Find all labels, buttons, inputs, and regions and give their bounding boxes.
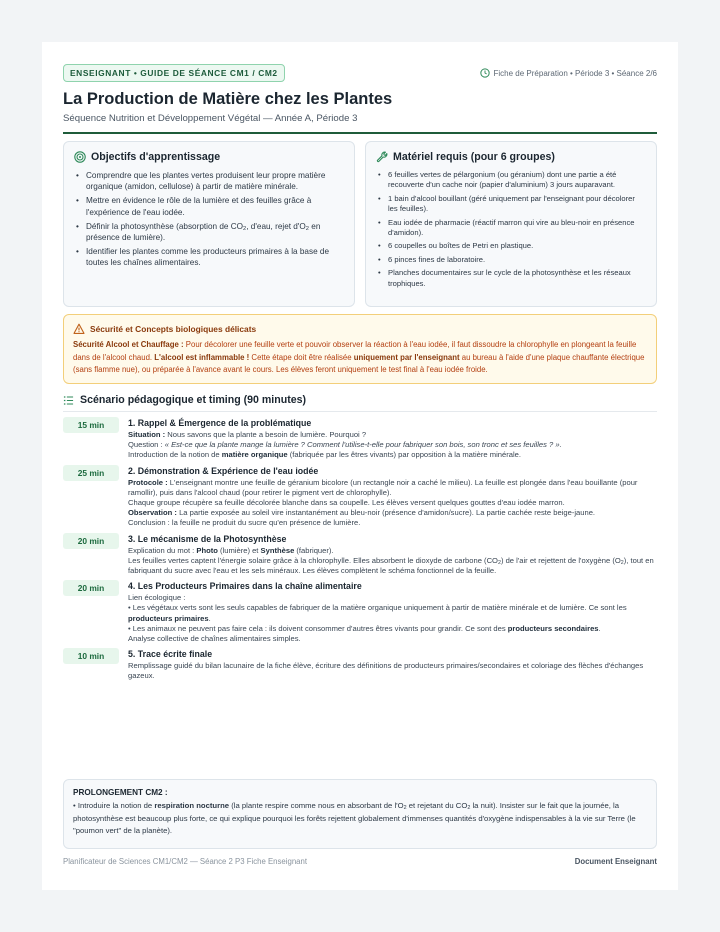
text-span: (lumière) et — [217, 545, 261, 555]
step-title: 4. Les Producteurs Primaires dans la chaîne alimentaire — [128, 581, 362, 592]
keyword: respiration nocturne — [154, 801, 230, 810]
keyword: Photo — [196, 545, 218, 555]
step-line — [128, 603, 657, 623]
materials-list — [376, 170, 646, 289]
text-span: Les feuilles vertes captent l'énergie solaire grâce à la chlorophylle. Elles absorbent le dioxyde de carbone (CO — [128, 555, 498, 565]
text-span: , d'eau, rejet d'O — [246, 221, 306, 231]
step-body — [128, 648, 657, 681]
text-span: La partie exposée au soleil vire instantanément au bleu-noir (présence d'amidon/sucre). La partie cachée reste beige-jaune. — [176, 508, 596, 518]
safety-title: Sécurité et Concepts biologiques délicats — [90, 324, 257, 334]
text-span: Introduction de la notion de — [128, 450, 222, 460]
top-bar — [63, 64, 657, 82]
role-badge: ENSEIGNANT • GUIDE DE SÉANCE CM1 / CM2 — [63, 64, 285, 82]
text-span: en présence de lumière). — [86, 221, 321, 243]
text-span: • Les animaux ne peuvent pas faire cela : ils doivent consommer d'autres êtres vivants pour grandir. Ce sont des — [128, 623, 508, 633]
step-body — [128, 533, 657, 577]
step-1 — [63, 417, 657, 461]
text-span: Explication du mot : — [128, 545, 197, 555]
page-title: La Production de Matière chez les Plantes — [63, 90, 393, 108]
objectives-header — [74, 151, 344, 163]
list-item — [74, 221, 344, 243]
text-span: ) de l'air et rejettent de l'oxygène (O — [500, 555, 621, 565]
step-line — [128, 440, 657, 450]
list-item: • 6 coupelles ou boîtes de Petri en plastique. — [376, 241, 646, 251]
step-5 — [63, 648, 657, 681]
text-span: . — [208, 613, 211, 623]
page — [42, 42, 678, 890]
step-body — [128, 417, 657, 461]
materials-title: Matériel requis (pour 6 groupes) — [393, 151, 555, 163]
materials-header — [376, 151, 646, 163]
title-divider — [63, 132, 657, 134]
objectives-card — [63, 141, 355, 307]
subscript: 2 — [497, 559, 501, 566]
text-span: (fabriquée par les êtres vivants) par opposition à la matière minérale. — [287, 450, 521, 460]
extension-box — [63, 779, 657, 849]
step-title: 2. Démonstration & Expérience de l'eau iodée — [128, 465, 319, 476]
list-item: • Comprendre que les plantes vertes produisent leur propre matière organique (amidon, cellulose) à partir de matière minérale. — [74, 170, 344, 192]
subscript: 2 — [403, 805, 407, 811]
list-item: • 6 pinces fines de laboratoire. — [376, 255, 646, 265]
text-span: Définir la photosynthèse (absorption de CO — [86, 221, 244, 231]
list-item: • Mettre en évidence le rôle de la lumière et des feuilles grâce à l'expérience de l'eau iodée. — [74, 195, 344, 217]
text-span: au bureau à l'aide d'une plaque chauffante électrique (sans flamme nue), ou préparée à l'avance avant le cours. Les élèves feront uniquement le test final à l'eau iodée froide. — [73, 352, 645, 375]
subscript: 2 — [620, 559, 624, 566]
safety-emphasis: uniquement par l'enseignant — [353, 352, 460, 362]
extension-text — [73, 800, 647, 838]
step-title: 5. Trace écrite finale — [128, 649, 213, 660]
text-span: Nous savons que la plante a besoin de lumière. Pourquoi ? — [165, 430, 367, 439]
text-span: . — [598, 623, 601, 633]
step-line — [128, 556, 657, 576]
line-label: Question : — [128, 440, 165, 450]
text-span: L'enseignant montre une feuille de géranium bicolore (un rectangle noir a caché le milieu). La feuille est plongée dans l'eau bouillante (pour ramollir), puis dans l'alcool chaud (pour retirer le pigment vert de chlorophylle). — [128, 477, 638, 497]
step-title: 1. Rappel & Émergence de la problématique — [128, 418, 312, 428]
step-3 — [63, 533, 657, 577]
step-line — [128, 546, 657, 556]
safety-emphasis: L'alcool est inflammable ! — [154, 352, 250, 362]
subscript: 2 — [243, 225, 247, 232]
step-line: Lien écologique : — [128, 593, 186, 603]
line-label: Observation : — [128, 508, 177, 518]
text-span: la nuit). Insister sur le fait que la journée, la photosynthèse est beaucoup plus forte, ce qui explique pourquoi les forêts rejettent globalement d'immenses quantités d'oxygène indispensables à la vie sur Terre (le "poumon vert" de la planète). — [73, 801, 636, 836]
list-item: • Planches documentaires sur le cycle de la photosynthèse et les réseaux trophiques. — [376, 268, 646, 289]
extension-title: PROLONGEMENT CM2 : — [73, 788, 168, 797]
duration-badge: 25 min — [63, 465, 119, 481]
session-meta — [480, 68, 657, 78]
wrench-icon — [376, 151, 388, 163]
keyword: producteurs secondaires — [507, 623, 599, 633]
text-span: et rejetant du CO — [406, 801, 468, 810]
text-span: (fabriquer). — [294, 545, 334, 555]
safety-lead: Sécurité Alcool et Chauffage : — [73, 340, 184, 349]
duration-badge: 20 min — [63, 533, 119, 549]
duration-badge: 10 min — [63, 648, 119, 664]
duration-badge: 15 min — [63, 417, 119, 433]
subscript: 2 — [467, 805, 471, 811]
materials-card — [365, 141, 657, 307]
step-2 — [63, 465, 657, 529]
step-line: Remplissage guidé du bilan lacunaire de la fiche élève, écriture des définitions de producteurs primaires/secondaires et coloriage des flèches d'échanges gazeux. — [128, 661, 644, 681]
objectives-title: Objectifs d'apprentissage — [91, 151, 221, 163]
footer-right: Document Enseignant — [574, 857, 657, 866]
safety-box — [63, 314, 657, 384]
scenario-header — [63, 394, 657, 412]
list-icon — [63, 395, 74, 406]
list-item: • Eau iodée de pharmacie (réactif marron qui vire au bleu-noir en présence d'amidon). — [376, 218, 646, 239]
safety-text — [73, 339, 647, 377]
step-4 — [63, 580, 657, 644]
info-cards — [63, 141, 657, 307]
line-label: Situation : — [128, 430, 166, 439]
step-line — [128, 478, 657, 498]
list-item: • 1 bain d'alcool bouillant (géré uniquement par l'enseignant pour décolorer les feuilles). — [376, 194, 646, 215]
warning-icon — [73, 323, 85, 335]
page-footer — [63, 857, 657, 866]
page-subtitle: Séquence Nutrition et Développement Végétal — Année A, Période 3 — [63, 113, 358, 124]
step-body — [128, 580, 657, 644]
step-line: Analyse collective de chaînes alimentaires simples. — [128, 634, 301, 644]
scenario-title: Scénario pédagogique et timing (90 minutes) — [80, 394, 307, 406]
text-span: (la plante respire comme nous en absorbant de l'O — [229, 801, 404, 810]
clock-icon — [480, 68, 490, 78]
keyword: producteurs primaires — [128, 613, 209, 623]
step-line — [128, 430, 657, 440]
objectives-list — [74, 170, 344, 269]
step-line — [128, 450, 657, 460]
question-text: « Est-ce que la plante mange la lumière ? Comment l'utilise-t-elle pour fabriquer son bois, son tronc et ses feuilles ? ». — [164, 440, 562, 450]
session-meta-text: Fiche de Préparation • Période 3 • Séance 2/6 — [493, 68, 657, 78]
step-line: Conclusion : la feuille ne produit du sucre qu'en présence de lumière. — [128, 518, 361, 528]
scenario-steps — [63, 417, 657, 682]
line-label: Protocole : — [128, 477, 168, 487]
step-body — [128, 465, 657, 529]
keyword: Synthèse — [260, 545, 295, 555]
step-line — [128, 508, 657, 518]
target-icon — [74, 151, 86, 163]
keyword: matière organique — [221, 450, 288, 460]
step-line: Chaque groupe récupère sa feuille décolorée blanche dans sa coupelle. Les élèves versent quelques gouttes d'eau iodée marron. — [128, 498, 565, 508]
text-span: Pour décolorer une feuille verte et pouvoir observer la réaction à l'eau iodée, il faut dissoudre la chlorophylle en plongeant la feuille dans de l'alcool chaud. — [73, 340, 637, 362]
text-span: ), tout en fabriquant du sucre avec l'eau et les sels minéraux. Les élèves complètent le schéma fonctionnel de la feuille. — [128, 555, 654, 576]
list-item: • 6 feuilles vertes de pélargonium (ou géranium) dont une partie a été recouverte d'un cache noir (papier d'aluminium) 3 jours auparavant. — [376, 170, 646, 191]
subscript: 2 — [305, 225, 309, 232]
text-span: Cette étape doit être réalisée — [249, 352, 354, 362]
list-item: • Identifier les plantes comme les producteurs primaires à la base de toutes les chaînes alimentaires. — [74, 246, 344, 268]
text-span: • Les végétaux verts sont les seuls capables de fabriquer de la matière organique uniquement à partir de matière minérale et de lumière. Ce sont les — [128, 603, 627, 613]
duration-badge: 20 min — [63, 580, 119, 596]
safety-header — [73, 323, 647, 335]
footer-left: Planificateur de Sciences CM1/CM2 — Séance 2 P3 Fiche Enseignant — [63, 857, 307, 866]
text-span: • Introduire la notion de — [73, 801, 155, 810]
step-title: 3. Le mécanisme de la Photosynthèse — [128, 533, 287, 544]
step-line — [128, 624, 657, 634]
